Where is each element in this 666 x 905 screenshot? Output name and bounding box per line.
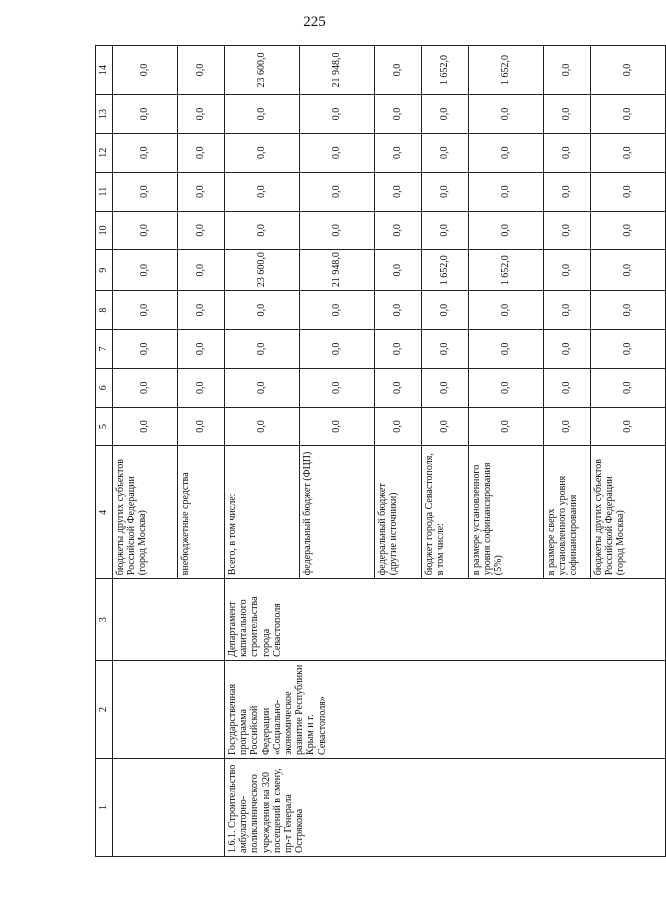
value-cell: 0,0 xyxy=(178,95,225,134)
column-header: 3 xyxy=(96,579,113,661)
value-cell: 0,0 xyxy=(375,211,422,250)
value-cell: 1 652,0 xyxy=(469,46,544,95)
value-cell: 0,0 xyxy=(375,250,422,291)
value-cell: 0,0 xyxy=(375,95,422,134)
empty-cell xyxy=(113,660,225,758)
value-cell: 0,0 xyxy=(178,211,225,250)
value-cell: 0,0 xyxy=(178,172,225,211)
budget-table xyxy=(95,45,666,857)
value-cell: 0,0 xyxy=(375,133,422,172)
table-row xyxy=(225,46,300,857)
value-cell: 0,0 xyxy=(300,291,375,330)
value-cell: 0,0 xyxy=(422,211,469,250)
column-header: 6 xyxy=(96,368,113,407)
funding-source-cell: бюджеты других субъектов Российской Федерации (город Москва) xyxy=(591,446,666,579)
value-cell: 0,0 xyxy=(544,250,591,291)
empty-cell xyxy=(113,758,225,856)
value-cell: 0,0 xyxy=(113,250,178,291)
value-cell: 1 652,0 xyxy=(422,46,469,95)
value-cell: 0,0 xyxy=(591,211,666,250)
funding-source-cell: Всего, в том числе: xyxy=(225,446,300,579)
value-cell: 0,0 xyxy=(591,133,666,172)
value-cell: 21 948,0 xyxy=(300,46,375,95)
value-cell: 0,0 xyxy=(113,368,178,407)
value-cell: 0,0 xyxy=(178,250,225,291)
value-cell: 0,0 xyxy=(113,407,178,446)
value-cell: 0,0 xyxy=(422,329,469,368)
value-cell: 0,0 xyxy=(375,172,422,211)
value-cell: 0,0 xyxy=(225,407,300,446)
page-number: 225 xyxy=(303,14,326,30)
value-cell: 0,0 xyxy=(178,329,225,368)
value-cell: 1 652,0 xyxy=(469,250,544,291)
value-cell: 0,0 xyxy=(300,172,375,211)
value-cell: 0,0 xyxy=(544,407,591,446)
value-cell: 0,0 xyxy=(544,368,591,407)
value-cell: 21 948,0 xyxy=(300,250,375,291)
value-cell: 0,0 xyxy=(469,133,544,172)
value-cell: 0,0 xyxy=(422,368,469,407)
column-header: 9 xyxy=(96,250,113,291)
value-cell: 0,0 xyxy=(469,407,544,446)
value-cell: 0,0 xyxy=(591,329,666,368)
value-cell: 0,0 xyxy=(300,95,375,134)
value-cell: 0,0 xyxy=(422,95,469,134)
value-cell: 0,0 xyxy=(113,291,178,330)
value-cell: 0,0 xyxy=(422,407,469,446)
value-cell: 0,0 xyxy=(300,211,375,250)
value-cell: 0,0 xyxy=(113,46,178,95)
value-cell: 0,0 xyxy=(544,133,591,172)
value-cell: 0,0 xyxy=(375,46,422,95)
column-header: 4 xyxy=(96,446,113,579)
value-cell: 0,0 xyxy=(225,95,300,134)
value-cell: 0,0 xyxy=(178,46,225,95)
value-cell: 0,0 xyxy=(591,250,666,291)
funding-source-cell: федеральный бюджет (другие источники) xyxy=(375,446,422,579)
value-cell: 0,0 xyxy=(178,368,225,407)
column-header: 1 xyxy=(96,758,113,856)
value-cell: 0,0 xyxy=(300,133,375,172)
value-cell: 1 652,0 xyxy=(422,250,469,291)
value-cell: 23 600,0 xyxy=(225,250,300,291)
value-cell: 0,0 xyxy=(375,368,422,407)
value-cell: 0,0 xyxy=(544,172,591,211)
column-header: 12 xyxy=(96,133,113,172)
header-row xyxy=(96,46,113,857)
value-cell: 0,0 xyxy=(225,133,300,172)
value-cell: 0,0 xyxy=(225,368,300,407)
funding-source-cell: в размере установленного уровня софинансирования (5%) xyxy=(469,446,544,579)
value-cell: 0,0 xyxy=(469,95,544,134)
value-cell: 0,0 xyxy=(544,329,591,368)
table-row xyxy=(113,46,178,857)
column-header: 11 xyxy=(96,172,113,211)
value-cell: 0,0 xyxy=(469,291,544,330)
column-header: 5 xyxy=(96,407,113,446)
value-cell: 0,0 xyxy=(113,95,178,134)
value-cell: 0,0 xyxy=(422,133,469,172)
value-cell: 0,0 xyxy=(544,291,591,330)
value-cell: 0,0 xyxy=(469,172,544,211)
value-cell: 0,0 xyxy=(300,407,375,446)
value-cell: 0,0 xyxy=(544,95,591,134)
funding-source-cell: федеральный бюджет (ФЦП) xyxy=(300,446,375,579)
value-cell: 0,0 xyxy=(422,291,469,330)
value-cell: 0,0 xyxy=(300,368,375,407)
value-cell: 0,0 xyxy=(544,46,591,95)
column-header: 10 xyxy=(96,211,113,250)
value-cell: 0,0 xyxy=(469,329,544,368)
value-cell: 0,0 xyxy=(178,291,225,330)
value-cell: 0,0 xyxy=(225,329,300,368)
value-cell: 0,0 xyxy=(113,329,178,368)
value-cell: 0,0 xyxy=(591,172,666,211)
empty-cell xyxy=(113,579,225,661)
value-cell: 0,0 xyxy=(225,172,300,211)
value-cell: 0,0 xyxy=(591,95,666,134)
value-cell: 0,0 xyxy=(469,368,544,407)
value-cell: 0,0 xyxy=(225,291,300,330)
value-cell: 0,0 xyxy=(375,291,422,330)
value-cell: 0,0 xyxy=(113,172,178,211)
column-header: 13 xyxy=(96,95,113,134)
object-name-cell: 1.6.1. Строительство амбулаторно-поликлинического учреждения на 320 посещений в смену, пр-т Генерала Острякова xyxy=(225,758,666,856)
value-cell: 0,0 xyxy=(591,291,666,330)
value-cell: 0,0 xyxy=(178,133,225,172)
value-cell: 0,0 xyxy=(178,407,225,446)
value-cell: 0,0 xyxy=(113,133,178,172)
column-header: 7 xyxy=(96,329,113,368)
value-cell: 0,0 xyxy=(591,46,666,95)
funding-source-cell: внебюджетные средства xyxy=(178,446,225,579)
column-header: 14 xyxy=(96,46,113,95)
rotated-table-container xyxy=(95,45,634,857)
value-cell: 0,0 xyxy=(300,329,375,368)
value-cell: 0,0 xyxy=(225,211,300,250)
funding-source-cell: бюджеты других субъектов Российской Федерации (город Москва) xyxy=(113,446,178,579)
value-cell: 0,0 xyxy=(544,211,591,250)
funding-source-cell: бюджет города Севастополя, в том числе: xyxy=(422,446,469,579)
value-cell: 0,0 xyxy=(422,172,469,211)
value-cell: 23 600,0 xyxy=(225,46,300,95)
value-cell: 0,0 xyxy=(375,329,422,368)
funding-source-cell: в размере сверх установленного уровня софинансирования xyxy=(544,446,591,579)
executor-cell: Департамент капитального строительства города Севастополя xyxy=(225,579,666,661)
column-header: 8 xyxy=(96,291,113,330)
value-cell: 0,0 xyxy=(591,407,666,446)
value-cell: 0,0 xyxy=(591,368,666,407)
value-cell: 0,0 xyxy=(469,211,544,250)
value-cell: 0,0 xyxy=(113,211,178,250)
column-header: 2 xyxy=(96,660,113,758)
value-cell: 0,0 xyxy=(375,407,422,446)
program-name-cell: Государственная программа Российской Федерации «Социально-экономическое развитие Республики Крым и г. Севастополя» xyxy=(225,660,666,758)
